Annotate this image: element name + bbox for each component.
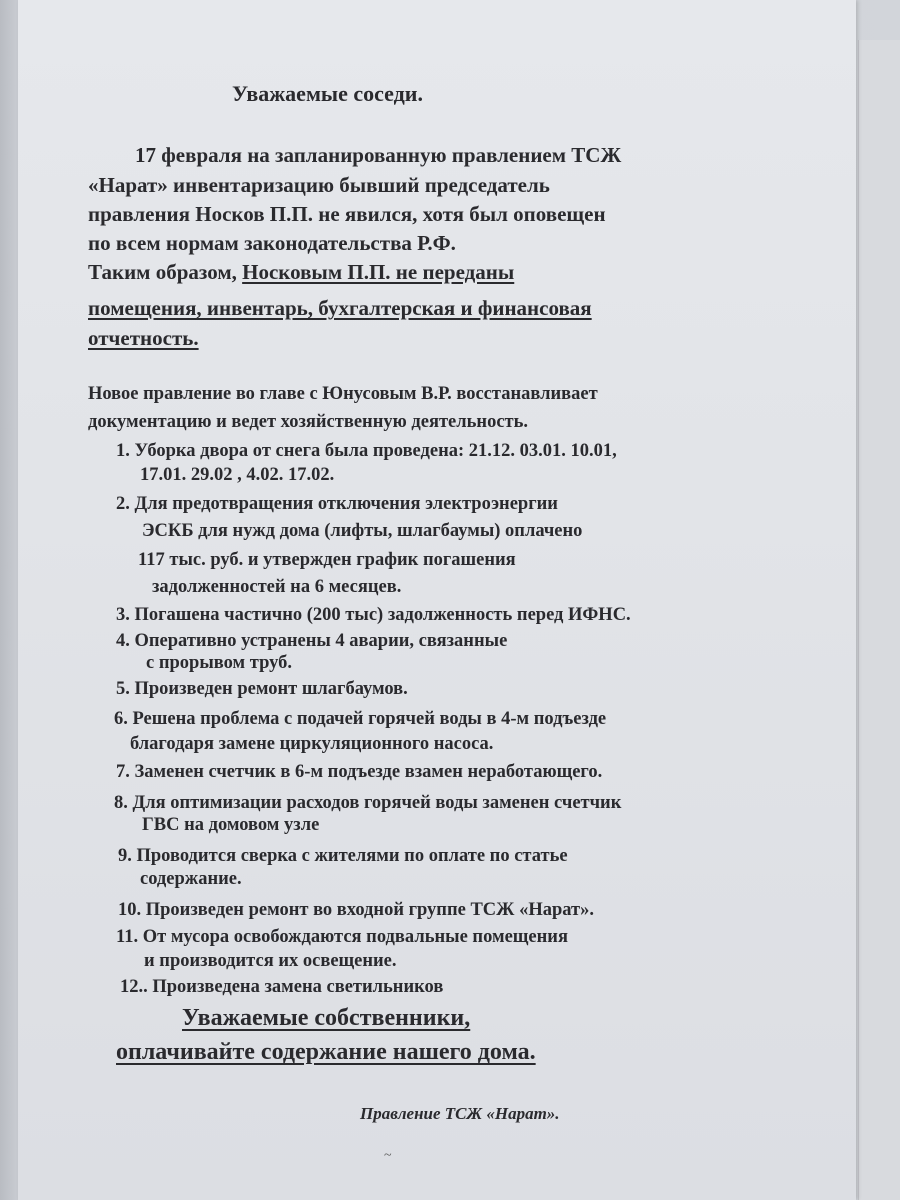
list-item-8: 8. Для оптимизации расходов горячей воды заменен счетчик	[114, 793, 622, 813]
conclusion-line	[88, 328, 199, 349]
list-item-9-cont: содержание.	[140, 869, 242, 889]
conclusion-underlined: отчетность.	[88, 326, 199, 350]
list-item-2-cont: ЭСКБ для нужд дома (лифты, шлагбаумы) оплачено	[142, 521, 583, 541]
intro-line: правления Носков П.П. не явился, хотя был оповещен	[88, 202, 606, 226]
stray-mark: ~	[384, 1148, 392, 1163]
list-item-11-cont: и производится их освещение.	[144, 951, 397, 971]
list-item-11: 11. От мусора освобождаются подвальные помещения	[116, 927, 568, 947]
list-item-6: 6. Решена проблема с подачей горячей воды в 4-м подъезде	[114, 709, 607, 729]
conclusion-underlined: Носковым П.П. не переданы	[242, 260, 515, 284]
conclusion-line	[88, 262, 514, 283]
notice-sheet	[18, 0, 856, 1200]
list-item-1-cont: 17.01. 29.02 , 4.02. 17.02.	[140, 465, 335, 485]
list-item-5: 5. Произведен ремонт шлагбаумов.	[116, 679, 408, 699]
lead-line: Новое правление во главе с Юнусовым В.Р. восстанавливает	[88, 384, 598, 404]
intro-line: «Нарат» инвентаризацию бывший председатель	[88, 173, 550, 197]
list-item-3: 3. Погашена частично (200 тыс) задолженность перед ИФНС.	[116, 605, 631, 625]
list-item-4: 4. Оперативно устранены 4 аварии, связанные	[116, 631, 508, 651]
closing-appeal-line: оплачивайте содержание нашего дома.	[116, 1039, 536, 1065]
list-item-10: 10. Произведен ремонт во входной группе ТСЖ «Нарат».	[118, 900, 594, 920]
list-item-12: 12.. Произведена замена светильников	[120, 977, 444, 997]
conclusion-prefix: Таким образом,	[88, 260, 243, 284]
list-item-2: 2. Для предотвращения отключения электроэнергии	[116, 494, 558, 514]
adjacent-paper	[858, 40, 900, 1200]
conclusion-line	[88, 298, 592, 319]
intro-line: по всем нормам законодательства Р.Ф.	[88, 231, 456, 255]
list-item-4-cont: с прорывом труб.	[146, 653, 292, 673]
list-item-1: 1. Уборка двора от снега была проведена: 21.12. 03.01. 10.01,	[116, 441, 617, 461]
list-item-7: 7. Заменен счетчик в 6-м подъезде взамен неработающего.	[116, 762, 603, 782]
notice-title: Уважаемые соседи.	[232, 81, 423, 106]
conclusion-underlined: помещения, инвентарь, бухгалтерская и финансовая	[88, 296, 592, 320]
lead-line: документацию и ведет хозяйственную деятельность.	[88, 412, 529, 432]
list-item-9: 9. Проводится сверка с жителями по оплате по статье	[118, 846, 568, 866]
signature: Правление ТСЖ «Нарат».	[360, 1104, 560, 1123]
list-item-2-cont: 117 тыс. руб. и утвержден график погашения	[138, 550, 516, 570]
list-item-2-cont: задолженностей на 6 месяцев.	[152, 577, 402, 597]
list-item-8-cont: ГВС на домовом узле	[142, 815, 320, 835]
closing-appeal-line: Уважаемые собственники,	[182, 1005, 471, 1031]
intro-line: 17 февраля на запланированную правлением ТСЖ	[135, 143, 622, 167]
list-item-6-cont: благодаря замене циркуляционного насоса.	[130, 734, 494, 754]
